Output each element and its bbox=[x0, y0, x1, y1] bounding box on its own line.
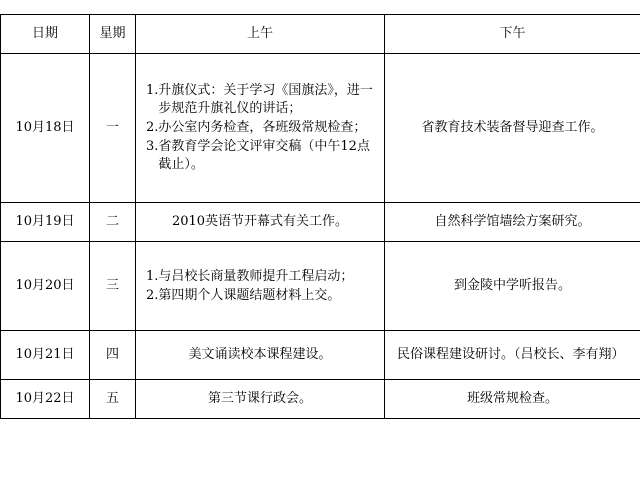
table-row bbox=[1, 242, 640, 331]
list-item bbox=[146, 119, 380, 137]
weekday-cell: 四 bbox=[90, 331, 136, 380]
schedule-table bbox=[0, 14, 640, 419]
date-cell: 10月21日 bbox=[1, 331, 90, 380]
pm-cell: 到金陵中学听报告。 bbox=[385, 242, 640, 331]
weekday-cell: 五 bbox=[90, 380, 136, 419]
item-number: 2. bbox=[146, 120, 159, 135]
am-cell bbox=[136, 54, 385, 203]
am-cell bbox=[136, 242, 385, 331]
item-number: 2. bbox=[146, 287, 159, 303]
table-row bbox=[1, 54, 640, 203]
weekday-cell: 二 bbox=[90, 203, 136, 242]
weekday-cell: 三 bbox=[90, 242, 136, 331]
header-date: 日期 bbox=[1, 15, 90, 54]
date-cell: 10月20日 bbox=[1, 242, 90, 331]
am-list bbox=[136, 78, 384, 178]
header-row bbox=[1, 15, 640, 54]
list-item bbox=[146, 268, 380, 286]
item-text: 办公室内务检查，各班级常规检查； bbox=[158, 120, 367, 135]
table-row bbox=[1, 203, 640, 242]
pm-cell: 民俗课程建设研讨。（吕校长、李有翔） bbox=[385, 331, 640, 380]
date-cell: 10月19日 bbox=[1, 203, 90, 242]
am-cell: 第三节课行政会。 bbox=[136, 380, 385, 419]
list-item bbox=[146, 82, 380, 118]
item-text: 第四期个人课题结题材料上交。 bbox=[158, 287, 341, 303]
item-text: 与吕校长商量教师提升工程启动； bbox=[158, 268, 354, 284]
pm-cell: 班级常规检查。 bbox=[385, 380, 640, 419]
weekday-cell: 一 bbox=[90, 54, 136, 203]
table-row bbox=[1, 331, 640, 380]
item-number: 3. bbox=[146, 139, 159, 154]
item-text: 省教育学会论文评审交稿（中午12点截止）。 bbox=[158, 139, 370, 172]
list-item bbox=[146, 138, 380, 174]
date-cell: 10月22日 bbox=[1, 380, 90, 419]
am-cell: 2010英语节开幕式有关工作。 bbox=[136, 203, 385, 242]
pm-cell: 自然科学馆墙绘方案研究。 bbox=[385, 203, 640, 242]
item-number: 1. bbox=[146, 268, 159, 284]
am-cell: 美文诵读校本课程建设。 bbox=[136, 331, 385, 380]
list-item bbox=[146, 287, 380, 305]
item-text: 升旗仪式：关于学习《国旗法》，进一步规范升旗礼仪的讲话； bbox=[158, 83, 373, 116]
table-row bbox=[1, 380, 640, 419]
header-pm: 下午 bbox=[385, 15, 640, 54]
am-list bbox=[136, 264, 384, 309]
item-number: 1. bbox=[146, 83, 159, 98]
header-weekday: 星期 bbox=[90, 15, 136, 54]
date-cell: 10月18日 bbox=[1, 54, 90, 203]
pm-cell: 省教育技术装备督导迎查工作。 bbox=[385, 54, 640, 203]
header-am: 上午 bbox=[136, 15, 385, 54]
